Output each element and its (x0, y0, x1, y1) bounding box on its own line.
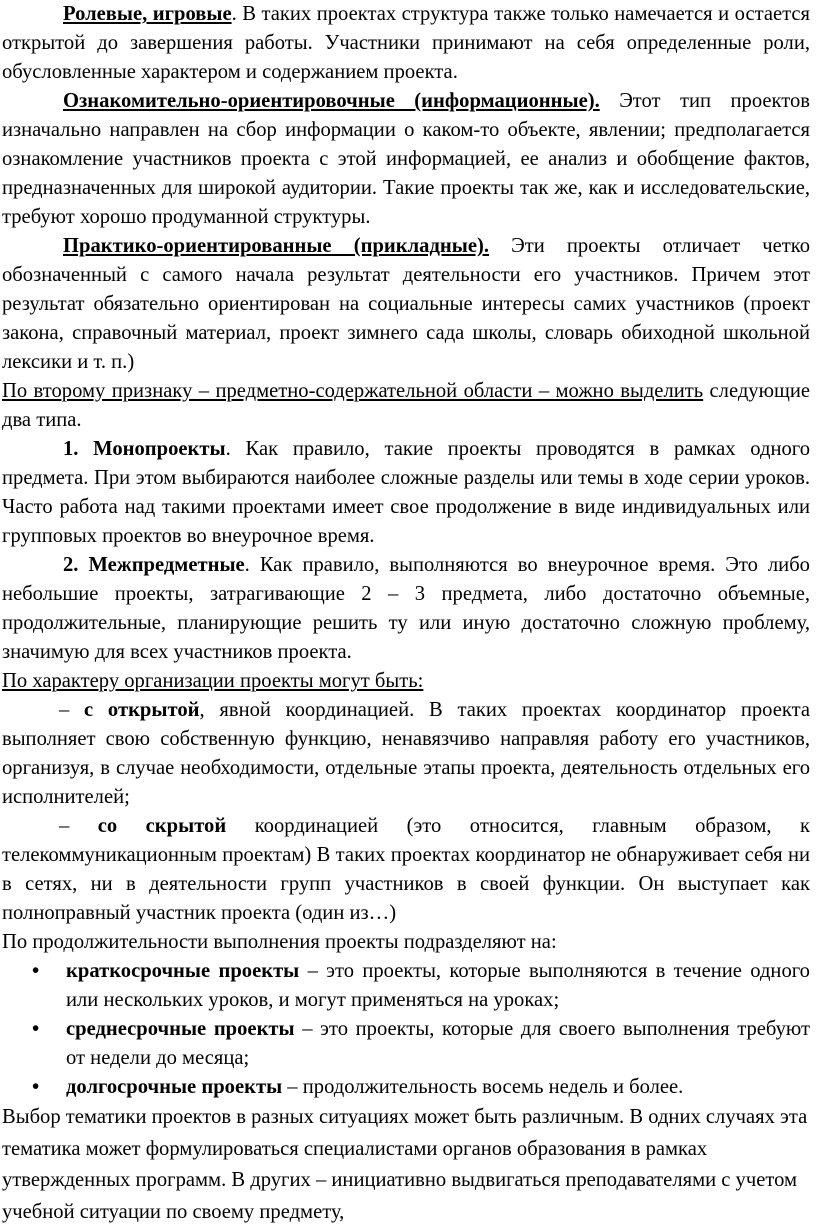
paragraph-text: По продолжительности выполнения проекты подразделяют на: (2, 931, 557, 953)
paragraph-text: Эти проекты отличает четко обозначенный с самого начала результат деятельности его участников. Причем этот результат обязательно ориентирован на социальные интересы самих участников (проект закона, справочный материал, проект зимнего сада школы, словарь обиходной школьной лексики и т. п.) (2, 235, 810, 373)
paragraph-text: . В таких проектах структура также только намечается и остается открытой до завершения работы. Участники принимают на себя определенные роли, обусловленные характером и содержанием проекта. (2, 3, 810, 83)
term-interdisciplinary: 2. Межпредметные (63, 554, 245, 576)
paragraph-text: . Как правило, такие проекты проводятся в рамках одного предмета. При этом выбираются наиболее сложные разделы или темы в ходе серии уроков. Часто работа над такими проектами имеет свое продолжение в виде индивидуальных или групповых проектов во внеурочное время. (2, 438, 810, 547)
paragraph-hidden-coordination (2, 812, 810, 928)
paragraph-monoprojects (2, 435, 810, 551)
list-item (2, 1073, 810, 1102)
term-open: с открытой (84, 699, 200, 721)
term-monoprojects: 1. Монопроекты (63, 438, 226, 460)
dash-marker: – (59, 815, 98, 837)
paragraph-text: . Как правило, выполняются во внеурочное время. Это либо небольшие проекты, затрагивающие 2 – 3 предмета, либо достаточно объемные, продолжительные, планирующие решить ту или иную достаточно сложную проблему, значимую для всех участников проекта. (2, 554, 810, 663)
underlined-heading: По характеру организации проекты могут быть: (2, 670, 424, 692)
paragraph-text: Этот тип проектов изначально направлен на сбор информации о каком-то объекте, явлении; предполагается ознакомление участников проекта с этой информацией, ее анализ и обобщение фактов, предназначенных для широкой аудитории. Такие проекты так же, как и исследовательские, требуют хорошо продуманной структуры. (2, 90, 810, 228)
paragraph-practice-oriented (2, 232, 810, 377)
term-informational: Ознакомительно-ориентировочные (информационные). (63, 90, 600, 112)
underlined-heading: По второму признаку – предметно-содержательной области – можно выделить (2, 380, 704, 402)
bullet-icon: • (32, 1018, 40, 1040)
paragraph-duration-intro (2, 928, 810, 957)
term-hidden: со скрытой (97, 815, 227, 837)
paragraph-text: , явной координацией. В таких проектах координатор проекта выполняет свою собственную функцию, ненавязчиво направляя работу его участников, организуя, в случае необходимости, отдельные этапы проекта, деятельность отдельных его исполнителей; (2, 699, 810, 808)
dash-marker: – (59, 699, 85, 721)
bullet-icon: • (32, 1076, 40, 1098)
list-item (2, 957, 810, 1015)
list-item-text: – продолжительность восемь недель и более. (282, 1076, 684, 1098)
paragraph-open-coordination (2, 696, 810, 812)
term-role-play: Ролевые, игровые (63, 3, 232, 25)
paragraph-role-play (2, 0, 810, 87)
paragraph-organization-heading (2, 667, 810, 696)
list-item (2, 1015, 810, 1073)
list-item-text: – это проекты, которые выполняются в течение одного или нескольких уроков, и могут применяться на уроках; (66, 960, 810, 1011)
term-long-term: долгосрочные проекты (66, 1076, 283, 1098)
term-practice-oriented: Практико-ориентированные (прикладные). (63, 235, 489, 257)
paragraph-informational (2, 87, 810, 232)
paragraph-topic-choice (2, 1102, 810, 1228)
term-mid-term: среднесрочные проекты (66, 1018, 295, 1040)
paragraph-second-criterion (2, 377, 810, 435)
paragraph-text: координацией (это относится, главным образом, к телекоммуникационным проектам) В таких проектах координатор не обнаруживает себя ни в сетях, ни в деятельности групп участников в своей функции. Он выступает как полноправный участник проекта (один из…) (2, 815, 810, 924)
paragraph-interdisciplinary (2, 551, 810, 667)
paragraph-text: Выбор тематики проектов в разных ситуациях может быть различным. В одних случаях эта тематика может формулироваться специалистами органов образования в рамках утвержденных программ. В других – инициативно выдвигаться преподавателями с учетом учебной ситуации по своему предмету, (2, 1106, 808, 1223)
paragraph-text: следующие два типа. (2, 380, 810, 431)
list-item-text: – это проекты, которые для своего выполнения требуют от недели до месяца; (66, 1018, 810, 1069)
term-short-term: краткосрочные проекты (66, 960, 300, 982)
bullet-icon: • (32, 960, 40, 982)
duration-list (2, 957, 810, 1102)
